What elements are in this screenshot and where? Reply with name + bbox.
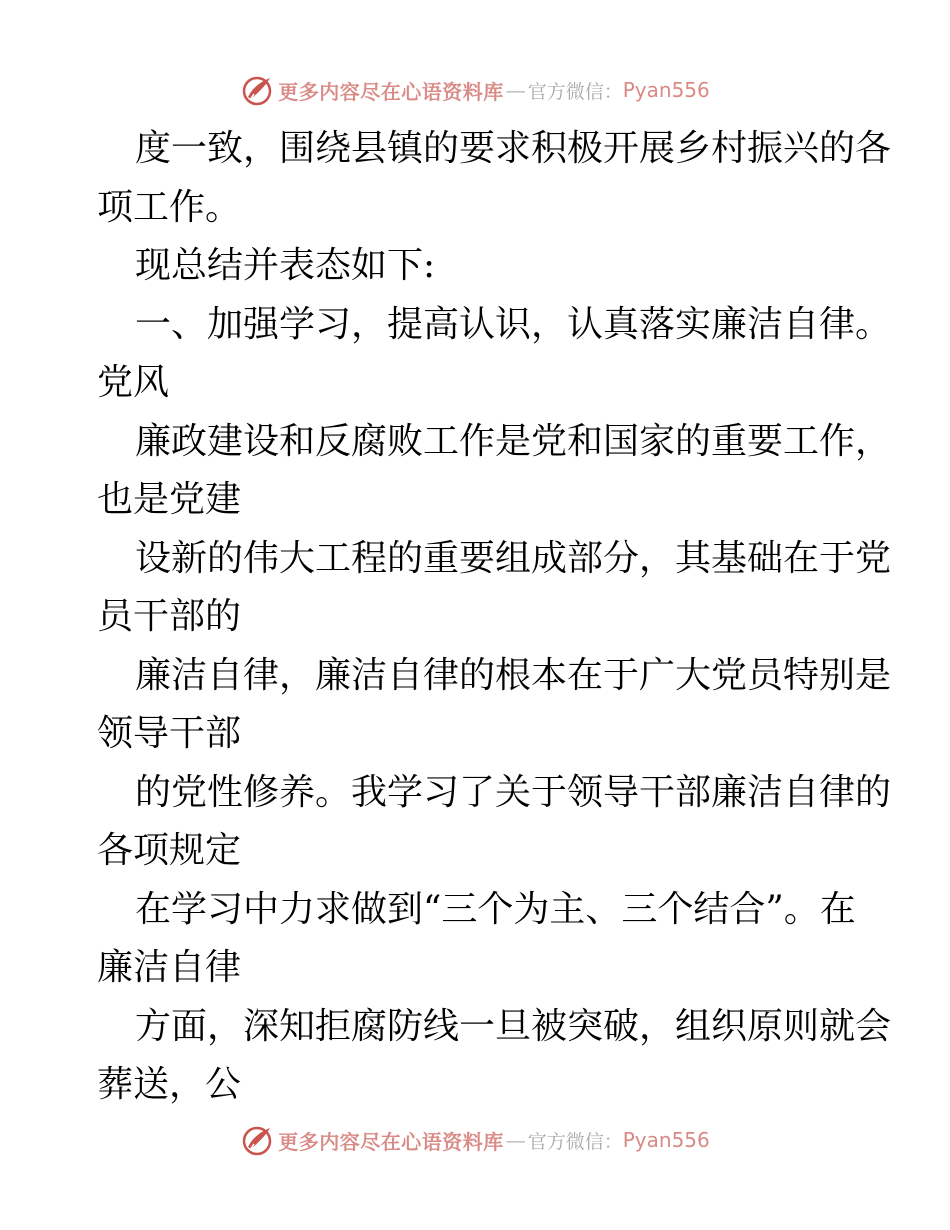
body-line: 党风 xyxy=(97,362,170,403)
header-wechat-label: 官方微信： xyxy=(527,80,623,103)
body-line: 项工作。 xyxy=(97,186,242,228)
document-body xyxy=(97,120,892,1115)
body-line: 方面，深知拒腐防线一旦被突破，组织原则就会 xyxy=(135,1005,892,1047)
quill-logo-icon xyxy=(240,1123,274,1157)
footer-watermark xyxy=(0,1120,950,1160)
body-line: 一、加强学习，提高认识，认真落实廉洁自律。 xyxy=(135,303,892,345)
body-line: 廉洁自律，廉洁自律的根本在于广大党员特别是 xyxy=(135,654,892,696)
body-line: 员干部的 xyxy=(97,596,242,637)
header-wechat-id: Pyan556 xyxy=(622,78,710,102)
body-line: 也是党建 xyxy=(97,479,242,520)
footer-promo-text: 更多内容尽在心语资料库 xyxy=(278,1129,504,1154)
body-line: 廉政建设和反腐败工作是党和国家的重要工作， xyxy=(135,420,892,462)
header-promo-text: 更多内容尽在心语资料库 xyxy=(278,79,504,104)
footer-separator: — xyxy=(505,1128,526,1152)
body-line: 的党性修养。我学习了关于领导干部廉洁自律的 xyxy=(135,771,892,813)
body-line: 现总结并表态如下: xyxy=(135,245,436,286)
body-line: 领导干部 xyxy=(97,713,242,754)
footer-wechat-label: 官方微信： xyxy=(527,1130,623,1153)
body-line: 设新的伟大工程的重要组成部分，其基础在于党 xyxy=(135,537,892,579)
body-line: 度一致，围绕县镇的要求积极开展乡村振兴的各 xyxy=(135,128,892,169)
body-line: 在学习中力求做到“三个为主、三个结合”。在 xyxy=(135,888,856,930)
footer-wechat-id: Pyan556 xyxy=(622,1128,710,1152)
header-separator: — xyxy=(505,78,526,102)
body-line: 廉洁自律 xyxy=(97,947,242,988)
body-line: 各项规定 xyxy=(97,830,242,871)
header-watermark xyxy=(0,70,950,110)
body-line: 葬送，公 xyxy=(97,1064,242,1105)
quill-logo-icon xyxy=(240,73,274,107)
